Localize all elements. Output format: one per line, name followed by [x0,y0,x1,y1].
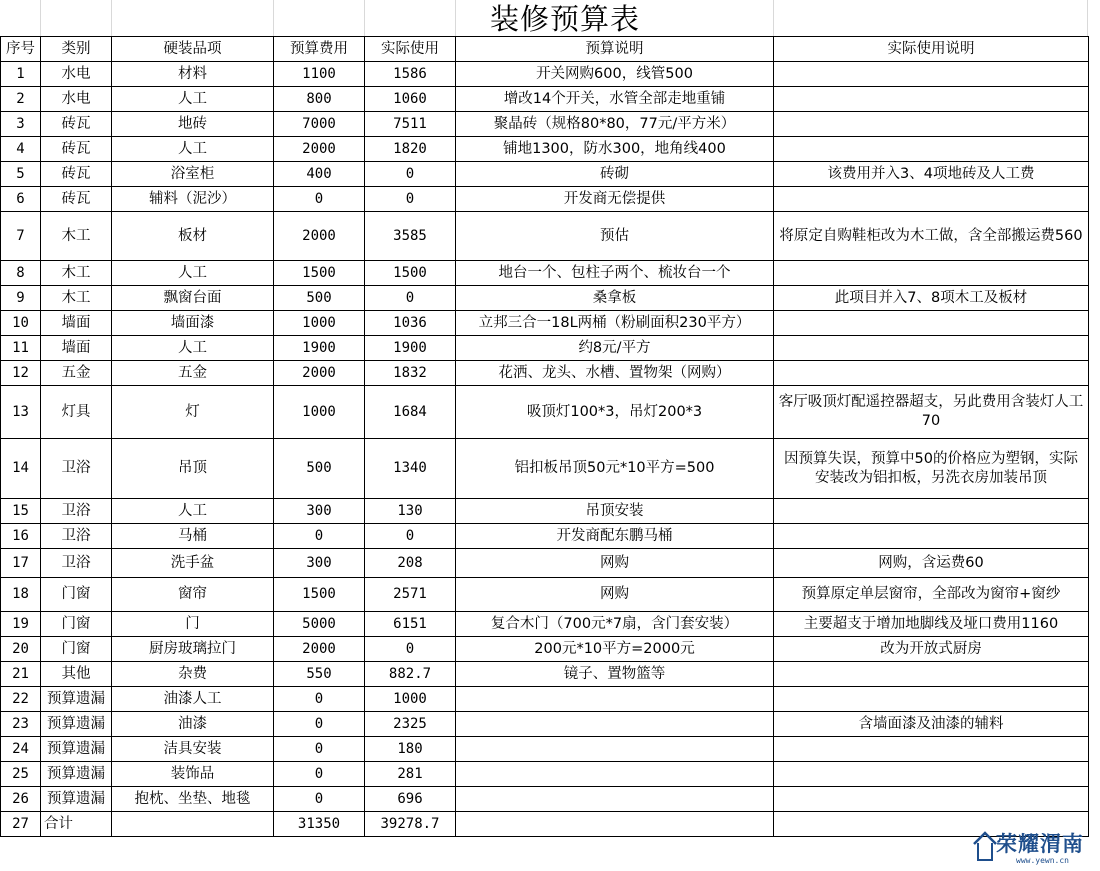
table-row [1,524,1089,549]
actual-cell[interactable]: 1900 [365,336,456,361]
row-number[interactable]: 1 [1,62,41,87]
item-cell[interactable]: 厨房玻璃拉门 [112,637,274,662]
budget-note-cell[interactable]: 聚晶砖（规格80*80，77元/平方米） [456,112,774,137]
budget-cell[interactable]: 2000 [274,361,365,386]
table-row [1,499,1089,524]
item-cell[interactable]: 人工 [112,336,274,361]
header-cell[interactable]: 序号 [1,37,41,62]
budget-cell[interactable]: 0 [274,787,365,812]
header-cell[interactable]: 硬装品项 [112,37,274,62]
actual-note-cell[interactable]: 改为开放式厨房 [774,637,1089,662]
gridline [1087,0,1088,36]
category-cell[interactable]: 卫浴 [41,524,112,549]
item-cell[interactable]: 人工 [112,87,274,112]
actual-cell[interactable]: 0 [365,187,456,212]
item-cell[interactable]: 洁具安装 [112,737,274,762]
budget-note-cell[interactable] [456,787,774,812]
actual-note-cell[interactable] [774,187,1089,212]
budget-cell[interactable]: 1900 [274,336,365,361]
header-cell[interactable]: 预算费用 [274,37,365,62]
category-cell[interactable]: 其他 [41,662,112,687]
actual-note-cell[interactable]: 该费用并入3、4项地砖及人工费 [774,162,1089,187]
table-row [1,578,1089,612]
table-row [1,637,1089,662]
table-row [1,762,1089,787]
item-cell[interactable]: 油漆 [112,712,274,737]
actual-note-cell[interactable] [774,361,1089,386]
table-row [1,787,1089,812]
category-cell[interactable]: 卫浴 [41,499,112,524]
row-number[interactable]: 9 [1,286,41,311]
budget-cell[interactable]: 1000 [274,386,365,439]
actual-cell[interactable]: 2571 [365,578,456,612]
table-row [1,286,1089,311]
actual-note-cell[interactable] [774,524,1089,549]
actual-note-cell[interactable]: 网购，含运费60 [774,549,1089,578]
actual-note-cell[interactable]: 将原定自购鞋柜改为木工做，含全部搬运费560 [774,212,1089,261]
category-cell[interactable]: 砖瓦 [41,162,112,187]
budget-note-cell[interactable] [456,712,774,737]
item-cell[interactable]: 装饰品 [112,762,274,787]
table-row [1,386,1089,439]
row-number[interactable]: 12 [1,361,41,386]
row-number[interactable]: 5 [1,162,41,187]
table-row [1,261,1089,286]
table-row [1,549,1089,578]
category-cell[interactable]: 门窗 [41,612,112,637]
budget-note-cell[interactable] [456,762,774,787]
budget-cell[interactable]: 400 [274,162,365,187]
budget-note-cell[interactable] [456,687,774,712]
budget-note-cell[interactable]: 地台一个、包柱子两个、梳妆台一个 [456,261,774,286]
actual-cell[interactable]: 208 [365,549,456,578]
budget-cell[interactable]: 2000 [274,212,365,261]
item-cell[interactable]: 材料 [112,62,274,87]
table-row [1,687,1089,712]
budget-note-cell[interactable]: 约8元/平方 [456,336,774,361]
category-cell[interactable]: 预算遗漏 [41,687,112,712]
item-cell[interactable]: 抱枕、坐垫、地毯 [112,787,274,812]
item-cell[interactable]: 人工 [112,499,274,524]
item-cell[interactable]: 马桶 [112,524,274,549]
budget-cell[interactable]: 0 [274,524,365,549]
item-cell[interactable]: 窗帘 [112,578,274,612]
category-cell[interactable]: 门窗 [41,578,112,612]
table-row [1,336,1089,361]
row-number[interactable]: 4 [1,137,41,162]
item-cell[interactable]: 灯 [112,386,274,439]
logo-url: www.yewn.cn [1016,856,1069,865]
item-cell[interactable]: 人工 [112,261,274,286]
category-cell[interactable]: 预算遗漏 [41,712,112,737]
row-number[interactable]: 16 [1,524,41,549]
table-row [1,62,1089,87]
category-cell[interactable]: 砖瓦 [41,137,112,162]
actual-cell[interactable]: 1060 [365,87,456,112]
table-row [1,137,1089,162]
table-row [1,439,1089,499]
category-cell[interactable]: 预算遗漏 [41,787,112,812]
row-number[interactable]: 10 [1,311,41,336]
sheet-title: 装修预算表 [489,2,640,36]
row-number[interactable]: 18 [1,578,41,612]
table-row [1,112,1089,137]
budget-cell[interactable]: 5000 [274,612,365,637]
budget-note-cell[interactable]: 网购 [456,578,774,612]
budget-note-cell[interactable] [456,812,774,837]
header-cell[interactable]: 类别 [41,37,112,62]
header-row [1,37,1089,62]
row-number[interactable]: 24 [1,737,41,762]
table-row [1,737,1089,762]
item-cell[interactable]: 洗手盆 [112,549,274,578]
budget-note-cell[interactable]: 200元*10平方=2000元 [456,637,774,662]
row-number[interactable]: 20 [1,637,41,662]
actual-cell[interactable]: 3585 [365,212,456,261]
category-cell[interactable]: 墙面 [41,336,112,361]
table-row [1,812,1089,837]
table-row [1,361,1089,386]
actual-cell[interactable]: 0 [365,286,456,311]
actual-note-cell[interactable]: 主要超支于增加地脚线及垭口费用1160 [774,612,1089,637]
actual-cell[interactable]: 696 [365,787,456,812]
item-cell[interactable]: 吊顶 [112,439,274,499]
budget-note-cell[interactable]: 预估 [456,212,774,261]
row-number[interactable]: 22 [1,687,41,712]
header-cell[interactable]: 实际使用 [365,37,456,62]
budget-note-cell[interactable]: 立邦三合一18L两桶（粉刷面积230平方） [456,311,774,336]
table-row [1,187,1089,212]
category-cell[interactable]: 卫浴 [41,549,112,578]
actual-note-cell[interactable] [774,737,1089,762]
budget-note-cell[interactable]: 桑拿板 [456,286,774,311]
row-number[interactable]: 3 [1,112,41,137]
item-cell[interactable]: 墙面漆 [112,311,274,336]
row-number[interactable]: 23 [1,712,41,737]
actual-note-cell[interactable] [774,311,1089,336]
actual-cell[interactable]: 1820 [365,137,456,162]
budget-cell[interactable]: 0 [274,687,365,712]
actual-cell[interactable]: 7511 [365,112,456,137]
item-cell[interactable]: 辅料（泥沙） [112,187,274,212]
table-row [1,612,1089,637]
logo-name: 荣耀渭南 [996,832,1084,856]
actual-cell[interactable]: 0 [365,637,456,662]
gridline [273,0,274,36]
actual-note-cell[interactable] [774,261,1089,286]
header-cell[interactable]: 实际使用说明 [774,37,1089,62]
budget-cell[interactable]: 1000 [274,311,365,336]
item-cell[interactable]: 人工 [112,137,274,162]
actual-note-cell[interactable] [774,662,1089,687]
budget-note-cell[interactable]: 开发商无偿提供 [456,187,774,212]
actual-note-cell[interactable] [774,112,1089,137]
item-cell[interactable]: 门 [112,612,274,637]
budget-cell[interactable]: 550 [274,662,365,687]
item-cell[interactable]: 五金 [112,361,274,386]
item-cell[interactable]: 浴室柜 [112,162,274,187]
actual-cell[interactable]: 882.7 [365,662,456,687]
item-cell[interactable]: 板材 [112,212,274,261]
row-number[interactable]: 21 [1,662,41,687]
row-number[interactable]: 11 [1,336,41,361]
actual-note-cell[interactable] [774,687,1089,712]
budget-note-cell[interactable] [456,737,774,762]
category-cell[interactable]: 墙面 [41,311,112,336]
budget-cell[interactable]: 800 [274,87,365,112]
row-number[interactable]: 25 [1,762,41,787]
row-number[interactable]: 14 [1,439,41,499]
house-icon [972,830,998,864]
table-row [1,212,1089,261]
actual-cell[interactable]: 130 [365,499,456,524]
budget-note-cell[interactable]: 网购 [456,549,774,578]
actual-cell[interactable]: 39278.7 [365,812,456,837]
actual-cell[interactable]: 1340 [365,439,456,499]
budget-cell[interactable]: 300 [274,499,365,524]
actual-note-cell[interactable] [774,336,1089,361]
actual-cell[interactable]: 1500 [365,261,456,286]
row-number[interactable]: 8 [1,261,41,286]
category-cell[interactable]: 水电 [41,87,112,112]
budget-note-cell[interactable]: 铺地1300，防水300，地角线400 [456,137,774,162]
table-row [1,662,1089,687]
actual-note-cell[interactable] [774,137,1089,162]
site-logo [972,828,1092,868]
row-number[interactable]: 2 [1,87,41,112]
budget-note-cell[interactable]: 开发商配东鹏马桶 [456,524,774,549]
actual-cell[interactable]: 1586 [365,62,456,87]
budget-note-cell[interactable]: 复合木门（700元*7扇，含门套安装） [456,612,774,637]
budget-cell[interactable]: 1100 [274,62,365,87]
budget-cell[interactable]: 500 [274,286,365,311]
actual-note-cell[interactable] [774,787,1089,812]
row-number[interactable]: 17 [1,549,41,578]
budget-cell[interactable]: 2000 [274,637,365,662]
budget-cell[interactable]: 0 [274,187,365,212]
header-cell[interactable]: 预算说明 [456,37,774,62]
row-number[interactable]: 19 [1,612,41,637]
category-cell[interactable]: 木工 [41,286,112,311]
actual-note-cell[interactable]: 客厅吸顶灯配遥控器超支，另此费用含装灯人工70 [774,386,1089,439]
budget-note-cell[interactable]: 增改14个开关，水管全部走地重铺 [456,87,774,112]
actual-cell[interactable]: 1000 [365,687,456,712]
budget-cell[interactable]: 500 [274,439,365,499]
budget-cell[interactable]: 7000 [274,112,365,137]
category-cell[interactable]: 预算遗漏 [41,762,112,787]
budget-cell[interactable]: 2000 [274,137,365,162]
category-cell[interactable]: 水电 [41,62,112,87]
category-cell[interactable]: 木工 [41,261,112,286]
category-cell[interactable]: 砖瓦 [41,112,112,137]
budget-cell[interactable]: 31350 [274,812,365,837]
item-cell[interactable] [112,812,274,837]
category-cell[interactable]: 灯具 [41,386,112,439]
category-cell[interactable]: 门窗 [41,637,112,662]
item-cell[interactable]: 油漆人工 [112,687,274,712]
budget-cell[interactable]: 300 [274,549,365,578]
budget-note-cell[interactable]: 花洒、龙头、水槽、置物架（网购） [456,361,774,386]
row-number[interactable]: 13 [1,386,41,439]
item-cell[interactable]: 地砖 [112,112,274,137]
category-cell[interactable]: 木工 [41,212,112,261]
actual-cell[interactable]: 180 [365,737,456,762]
budget-note-cell[interactable]: 开关网购600，线管500 [456,62,774,87]
budget-table [0,36,1089,837]
budget-cell[interactable]: 1500 [274,578,365,612]
actual-note-cell[interactable] [774,62,1089,87]
budget-note-cell[interactable]: 镜子、置物篮等 [456,662,774,687]
actual-note-cell[interactable]: 因预算失误，预算中50的价格应为塑钢，实际安装改为铝扣板，另洗衣房加装吊顶 [774,439,1089,499]
actual-cell[interactable]: 1832 [365,361,456,386]
actual-note-cell[interactable] [774,499,1089,524]
budget-cell[interactable]: 0 [274,737,365,762]
budget-cell[interactable]: 0 [274,762,365,787]
row-number[interactable]: 26 [1,787,41,812]
budget-note-cell[interactable]: 吊顶安装 [456,499,774,524]
table-row [1,162,1089,187]
row-number[interactable]: 6 [1,187,41,212]
actual-note-cell[interactable]: 预算原定单层窗帘，全部改为窗帘+窗纱 [774,578,1089,612]
gridline [773,0,774,36]
row-number[interactable]: 27 [1,812,41,837]
actual-note-cell[interactable]: 此项目并入7、8项木工及板材 [774,286,1089,311]
category-cell[interactable]: 预算遗漏 [41,737,112,762]
actual-cell[interactable]: 0 [365,524,456,549]
budget-note-cell[interactable]: 砖砌 [456,162,774,187]
category-cell[interactable]: 合计 [41,812,112,837]
gridline [364,0,365,36]
table-row [1,311,1089,336]
actual-cell[interactable]: 0 [365,162,456,187]
item-cell[interactable]: 杂费 [112,662,274,687]
actual-cell[interactable]: 6151 [365,612,456,637]
table-row [1,87,1089,112]
table-row [1,712,1089,737]
actual-cell[interactable]: 2325 [365,712,456,737]
category-cell[interactable]: 砖瓦 [41,187,112,212]
budget-note-cell[interactable]: 铝扣板吊顶50元*10平方=500 [456,439,774,499]
actual-note-cell[interactable]: 含墙面漆及油漆的辅料 [774,712,1089,737]
budget-cell[interactable]: 0 [274,712,365,737]
actual-cell[interactable]: 1684 [365,386,456,439]
gridline [111,0,112,36]
category-cell[interactable]: 五金 [41,361,112,386]
gridline [40,0,41,36]
row-number[interactable]: 7 [1,212,41,261]
budget-cell[interactable]: 1500 [274,261,365,286]
actual-note-cell[interactable] [774,762,1089,787]
actual-cell[interactable]: 281 [365,762,456,787]
budget-note-cell[interactable]: 吸顶灯100*3，吊灯200*3 [456,386,774,439]
row-number[interactable]: 15 [1,499,41,524]
item-cell[interactable]: 飘窗台面 [112,286,274,311]
actual-cell[interactable]: 1036 [365,311,456,336]
actual-note-cell[interactable] [774,87,1089,112]
category-cell[interactable]: 卫浴 [41,439,112,499]
